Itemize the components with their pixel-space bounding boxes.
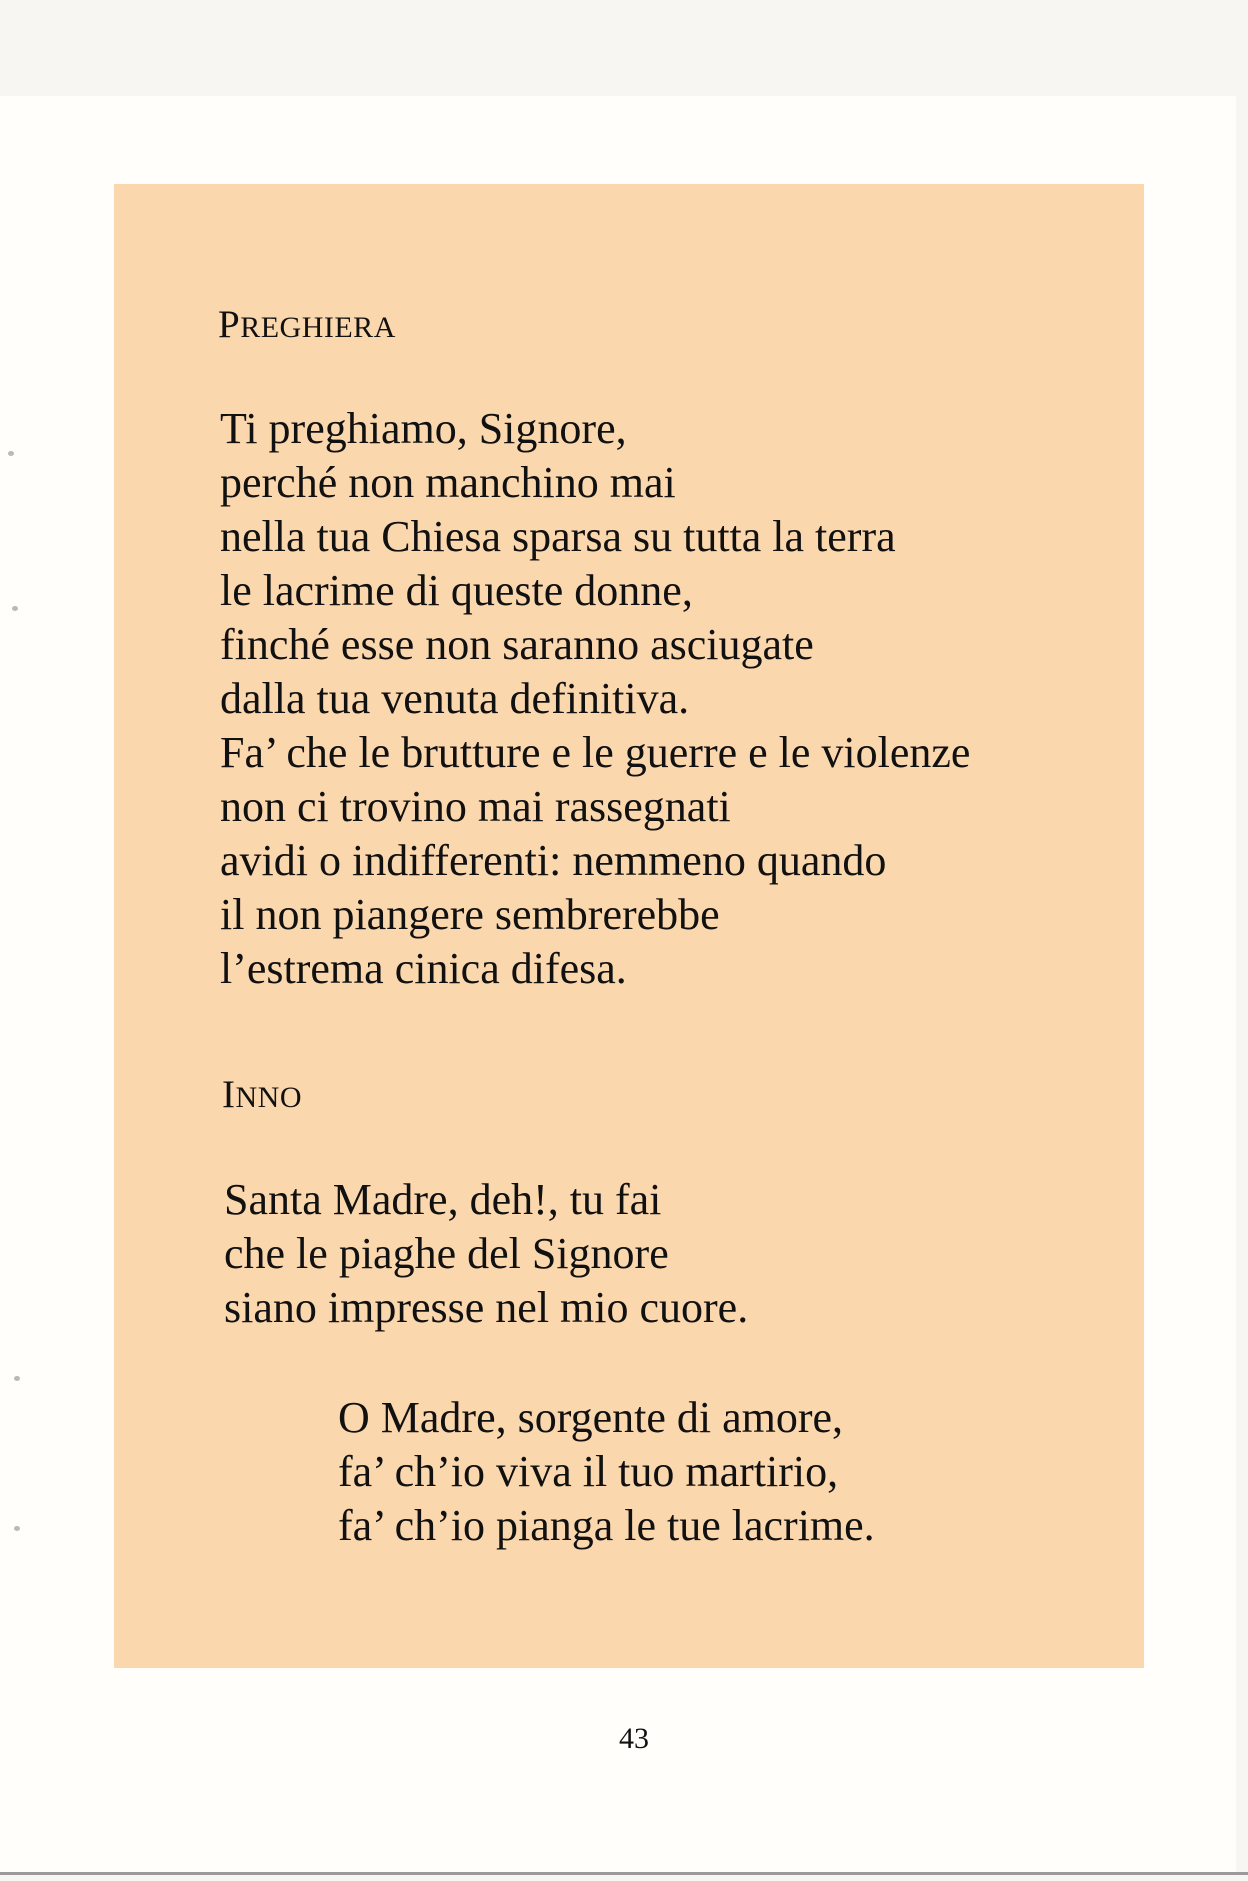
verse-line: nella tua Chiesa sparsa su tutta la terra (220, 512, 896, 561)
heading-initial: P (218, 303, 241, 346)
text-panel (114, 184, 1144, 1668)
margin-speck (8, 451, 14, 456)
page-bottom-edge (0, 1872, 1248, 1875)
preghiera-heading (218, 302, 396, 347)
page-number: 43 (619, 1722, 649, 1755)
inno-refrain (338, 1391, 875, 1553)
verse-line: perché non manchino mai (220, 458, 676, 507)
verse-line: dalla tua venuta definitiva. (220, 674, 690, 723)
verse-line: fa’ ch’io viva il tuo martirio, (338, 1447, 839, 1496)
verse-line: O Madre, sorgente di amore, (338, 1393, 844, 1442)
verse-line: Fa’ che le brutture e le guerre e le violenze (220, 728, 971, 777)
verse-line: finché esse non saranno asciugate (220, 620, 814, 669)
preghiera-text (220, 402, 970, 996)
inno-stanza (224, 1173, 748, 1335)
verse-line: fa’ ch’io pianga le tue lacrime. (338, 1501, 875, 1550)
verse-line: le lacrime di queste donne, (220, 566, 693, 615)
inno-heading (222, 1072, 302, 1117)
margin-speck (12, 606, 18, 611)
verse-line: Ti preghiamo, Signore, (220, 404, 627, 453)
verse-line: siano impresse nel mio cuore. (224, 1283, 749, 1332)
verse-line: il non piangere sembrerebbe (220, 890, 720, 939)
verse-line: avidi o indifferenti: nemmeno quando (220, 836, 887, 885)
heading-initial: I (222, 1073, 236, 1116)
heading-rest: REGHIERA (240, 311, 396, 344)
heading-rest: NNO (235, 1081, 302, 1114)
verse-line: l’estrema cinica difesa. (220, 944, 627, 993)
margin-speck (14, 1376, 20, 1381)
verse-line: che le piaghe del Signore (224, 1229, 669, 1278)
margin-speck (14, 1526, 20, 1531)
verse-line: Santa Madre, deh!, tu fai (224, 1175, 662, 1224)
verse-line: non ci trovino mai rassegnati (220, 782, 731, 831)
